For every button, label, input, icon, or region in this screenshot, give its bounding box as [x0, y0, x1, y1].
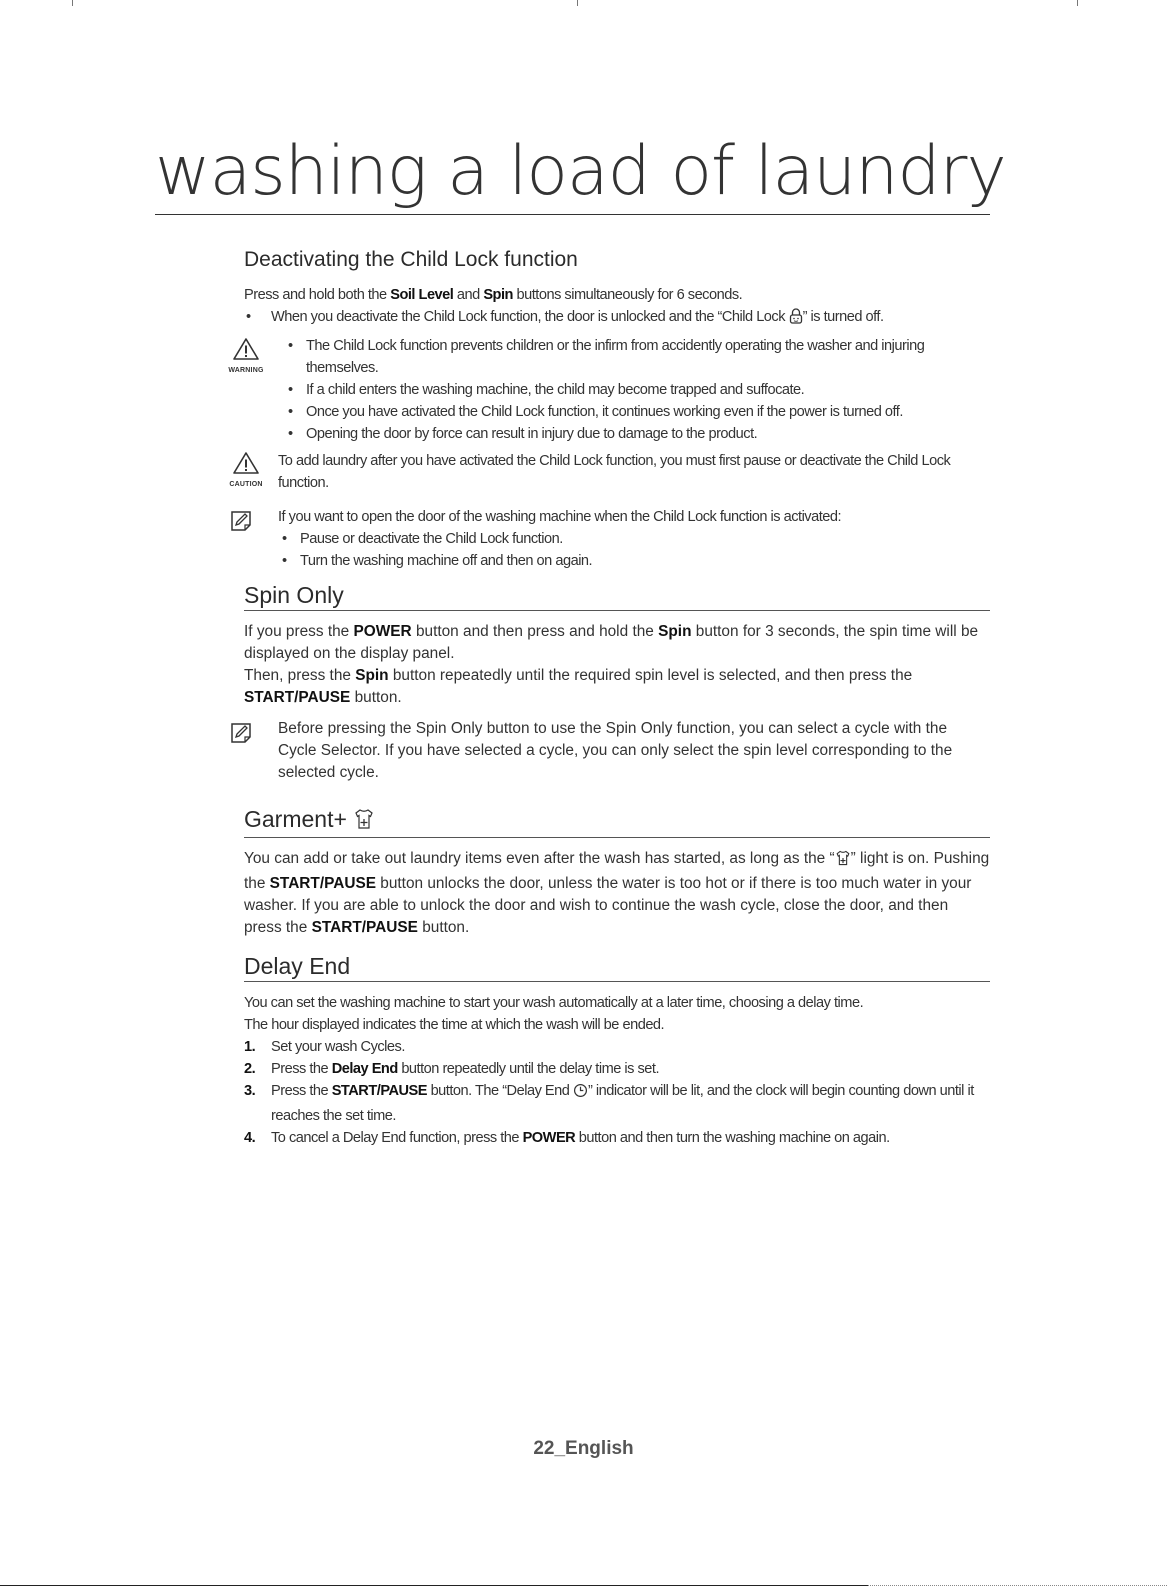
note-pencil-icon: [229, 509, 253, 533]
caution-block: [229, 450, 990, 494]
warning-triangle-icon: [232, 337, 260, 361]
caution-text: To add laundry after you have activated the Child Lock function, you must first pause or deactivate the Child Lock function.: [278, 453, 951, 491]
spin-only-note-text: Before pressing the Spin Only button to use the Spin Only function, you can select a cycle with the Cycle Selector. If you have selected a cycle, you can only select the spin level corresponding to the selected cycle.: [278, 720, 953, 781]
warning-item: • Once you have activated the Child Lock function, it continues working even if the power is turned off.: [284, 401, 990, 423]
note-item: • Turn the washing machine off and then on again.: [278, 550, 990, 572]
crop-mark: [1077, 0, 1078, 6]
spin-only-paragraph: Then, press the Spin button repeatedly until the required spin level is selected, and then press the START/PAUSE button.: [244, 667, 913, 706]
crop-mark: [577, 0, 578, 6]
delay-end-paragraph: The hour displayed indicates the time at which the wash will be ended.: [244, 1017, 665, 1033]
note-block: [244, 506, 990, 572]
delay-end-step: 2. Press the Delay End button repeatedly until the delay time is set.: [244, 1061, 660, 1077]
caution-label: CAUTION: [229, 481, 263, 488]
child-lock-bullet: • When you deactivate the Child Lock function, the door is unlocked and the “Child Lock ” is turned off.: [244, 306, 990, 331]
child-lock-intro: Press and hold both the Soil Level and Spin buttons simultaneously for 6 seconds.: [244, 287, 743, 303]
child-lock-heading: Deactivating the Child Lock function: [244, 248, 578, 271]
note-pencil-icon: [229, 721, 253, 745]
spin-only-heading: Spin Only: [244, 582, 990, 611]
child-lock-icon: [789, 308, 803, 331]
bottom-rule: [0, 1585, 868, 1586]
delay-end-step: 3. Press the START/PAUSE button. The “Delay End ” indicator will be lit, and the clock will begin counting down until it reaches the set time.: [244, 1083, 974, 1124]
delay-end-paragraph: You can set the washing machine to start your wash automatically at a later time, choosing a delay time.: [244, 995, 864, 1011]
delay-end-step: 4. To cancel a Delay End function, press the POWER button and then turn the washing machine on again.: [244, 1130, 890, 1146]
note-item: • Pause or deactivate the Child Lock function.: [278, 528, 990, 550]
delay-end-step: 1. Set your wash Cycles.: [244, 1039, 405, 1055]
warning-item: • If a child enters the washing machine, the child may become trapped and suffocate.: [284, 379, 990, 401]
bottom-rule-dotted: [868, 1585, 1167, 1587]
page-title: washing a load of laundry: [155, 130, 990, 215]
garment-plus-icon: [835, 850, 851, 873]
clock-icon: [573, 1083, 588, 1105]
note-text: If you want to open the door of the washing machine when the Child Lock function is activated:: [278, 509, 842, 525]
garment-plus-icon: [353, 808, 375, 836]
garment-paragraph: You can add or take out laundry items even after the wash has started, as long as the “ ” light is on. Pushing the START/PAUSE button unlocks the door, unless the water is too hot or if there is too much water in your washer. If you are able to unlock the door and wish to continue the wash cycle, close the door, and then press the START/PAUSE button.: [244, 850, 990, 936]
page-content: [228, 248, 990, 1149]
warning-label: WARNING: [228, 367, 264, 374]
delay-end-heading: Delay End: [244, 953, 990, 982]
warning-item: • Opening the door by force can result in injury due to damage to the product.: [284, 423, 990, 445]
spin-only-note: [244, 718, 990, 784]
garment-heading: Garment+: [244, 806, 990, 838]
page-number: 22_English: [533, 1438, 634, 1459]
caution-triangle-icon: [232, 451, 260, 475]
spin-only-paragraph: If you press the POWER button and then press and hold the Spin button for 3 seconds, the spin time will be displayed on the display panel.: [244, 623, 979, 662]
crop-mark: [72, 0, 73, 6]
warning-item: • The Child Lock function prevents children or the infirm from accidently operating the washer and injuring themselves.: [284, 335, 990, 379]
warning-block: [228, 335, 990, 445]
